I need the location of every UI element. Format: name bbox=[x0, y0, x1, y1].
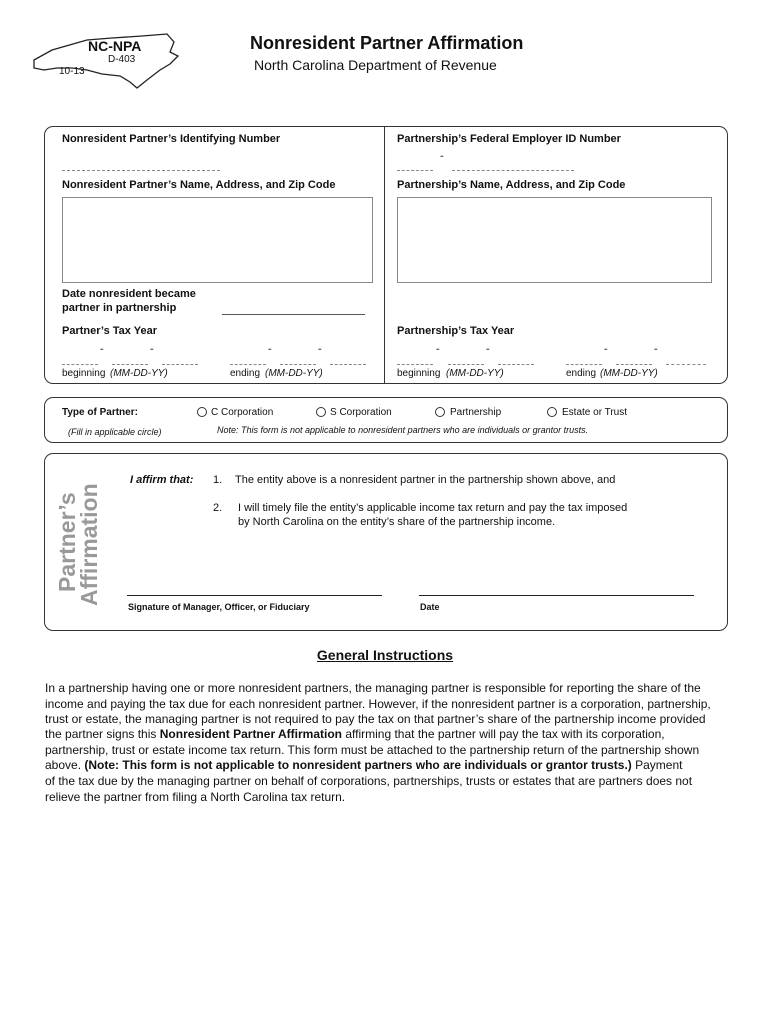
section-divider bbox=[384, 127, 385, 383]
date-line[interactable] bbox=[419, 595, 694, 596]
estate-trust-radio[interactable] bbox=[547, 407, 557, 417]
affirm-item2-number: 2. bbox=[213, 502, 223, 514]
date-dash: - bbox=[654, 343, 658, 355]
instructions-line: partnership, trust or estate income tax return. This form must be attached to the partnership return of the partnership shown bbox=[45, 743, 700, 757]
s-corporation-radio[interactable] bbox=[316, 407, 326, 417]
partner-end-year-field[interactable] bbox=[330, 364, 366, 365]
beginning-label: beginning bbox=[397, 368, 441, 379]
partnership-label: Partnership bbox=[450, 407, 502, 418]
instructions-form-name: Nonresident Partner Affirmation bbox=[159, 727, 342, 741]
instructions-line: In a partnership having one or more nonresident partners, the managing partner is responsible for reporting the share of the bbox=[45, 681, 701, 695]
partnership-end-year-field[interactable] bbox=[666, 364, 706, 365]
partnership-tax-year-label: Partnership’s Tax Year bbox=[397, 325, 515, 337]
partnership-begin-month-field[interactable] bbox=[397, 364, 433, 365]
partnership-end-day-field[interactable] bbox=[616, 364, 652, 365]
date-became-partner-field[interactable] bbox=[222, 314, 365, 315]
instructions-line: trust or estate, the managing partner is not required to pay the tax on that partner’s share of the partnership income provided bbox=[45, 712, 706, 726]
partner-name-label: Nonresident Partner’s Name, Address, and Zip Code bbox=[62, 179, 336, 191]
department-name: North Carolina Department of Revenue bbox=[254, 57, 497, 73]
fein-dash: - bbox=[440, 150, 444, 162]
instructions-text: above. bbox=[45, 758, 82, 772]
instructions-text: Payment bbox=[635, 758, 683, 772]
partnership-name-address-input[interactable] bbox=[397, 197, 712, 283]
form-revision: 10-13 bbox=[59, 66, 85, 77]
partner-type-note: Note: This form is not applicable to nonresident partners who are individuals or grantor trusts. bbox=[217, 425, 589, 435]
c-corporation-label: C Corporation bbox=[211, 407, 274, 418]
ending-label: ending bbox=[230, 368, 261, 379]
date-format-hint: (MM-DD-YY) bbox=[265, 368, 323, 379]
instructions-line bbox=[45, 726, 728, 742]
form-code: NC-NPA bbox=[88, 38, 142, 54]
date-dash: - bbox=[150, 343, 154, 355]
affirm-item1-text: The entity above is a nonresident partner in the partnership shown above, and bbox=[235, 474, 616, 486]
partnership-begin-year-field[interactable] bbox=[498, 364, 534, 365]
date-dash: - bbox=[486, 343, 490, 355]
partner-begin-year-field[interactable] bbox=[162, 364, 198, 365]
date-became-label-line2: partner in partnership bbox=[62, 302, 177, 314]
c-corporation-radio[interactable] bbox=[197, 407, 207, 417]
partner-type-label: Type of Partner: bbox=[62, 407, 138, 418]
partner-end-day-field[interactable] bbox=[280, 364, 316, 365]
instructions-note: (Note: This form is not applicable to nonresident partners who are individuals or grantor trusts.) bbox=[84, 758, 632, 772]
affirm-lead: I affirm that: bbox=[130, 474, 194, 486]
date-became-label-line1: Date nonresident became bbox=[62, 288, 196, 300]
partner-id-field[interactable] bbox=[62, 170, 220, 171]
date-dash: - bbox=[268, 343, 272, 355]
date-dash: - bbox=[318, 343, 322, 355]
form-number: D-403 bbox=[108, 54, 136, 65]
partner-name-address-input[interactable] bbox=[62, 197, 373, 283]
instructions-heading bbox=[0, 647, 770, 663]
partner-begin-month-field[interactable] bbox=[62, 364, 98, 365]
partnership-begin-day-field[interactable] bbox=[448, 364, 484, 365]
date-dash: - bbox=[436, 343, 440, 355]
fein-prefix-field[interactable] bbox=[397, 170, 433, 171]
beginning-label: beginning bbox=[62, 368, 106, 379]
fein-suffix-field[interactable] bbox=[452, 170, 574, 171]
date-dash: - bbox=[604, 343, 608, 355]
date-format-hint: (MM-DD-YY) bbox=[600, 368, 658, 379]
partner-begin-day-field[interactable] bbox=[112, 364, 148, 365]
form-title: Nonresident Partner Affirmation bbox=[250, 33, 524, 53]
fein-label: Partnership’s Federal Employer ID Number bbox=[397, 133, 621, 145]
partner-end-month-field[interactable] bbox=[230, 364, 266, 365]
partnership-end-month-field[interactable] bbox=[566, 364, 602, 365]
instructions-line bbox=[45, 757, 728, 773]
ending-label: ending bbox=[566, 368, 597, 379]
signature-label: Signature of Manager, Officer, or Fiduciary bbox=[128, 602, 310, 612]
instructions-title: General Instructions bbox=[316, 647, 454, 663]
partner-tax-year-label: Partner’s Tax Year bbox=[62, 325, 157, 337]
side-title-line1: Partner’s bbox=[54, 492, 80, 592]
instructions-text: the partner signs this bbox=[45, 727, 157, 741]
partnership-radio[interactable] bbox=[435, 407, 445, 417]
instructions-line: of the tax due by the managing partner on behalf of corporations, partnerships, trusts or estates that are partners does not bbox=[45, 774, 693, 788]
instructions-line: income and paying the tax due for each nonresident partner. However, if the nonresident partner is a corporation, partnership, bbox=[45, 697, 711, 711]
affirm-item2-line1: I will timely file the entity’s applicable income tax return and pay the tax imposed bbox=[238, 502, 628, 514]
s-corporation-label: S Corporation bbox=[330, 407, 392, 418]
instructions-line: relieve the partner from filing a North Carolina tax return. bbox=[45, 790, 346, 804]
date-format-hint: (MM-DD-YY) bbox=[446, 368, 504, 379]
partnership-name-label: Partnership’s Name, Address, and Zip Code bbox=[397, 179, 626, 191]
instructions-text: affirming that the partner will pay the tax with its corporation, bbox=[345, 727, 665, 741]
affirm-item2-line2: by North Carolina on the entity’s share of the partnership income. bbox=[238, 516, 556, 528]
estate-trust-label: Estate or Trust bbox=[562, 407, 628, 418]
date-format-hint: (MM-DD-YY) bbox=[110, 368, 168, 379]
side-title-line2: Affirmation bbox=[76, 483, 102, 606]
signature-line[interactable] bbox=[127, 595, 382, 596]
date-dash: - bbox=[100, 343, 104, 355]
partner-type-hint: (Fill in applicable circle) bbox=[68, 427, 162, 437]
partner-id-label: Nonresident Partner’s Identifying Number bbox=[62, 133, 281, 145]
date-label: Date bbox=[420, 602, 440, 612]
affirm-item1-number: 1. bbox=[213, 474, 223, 486]
